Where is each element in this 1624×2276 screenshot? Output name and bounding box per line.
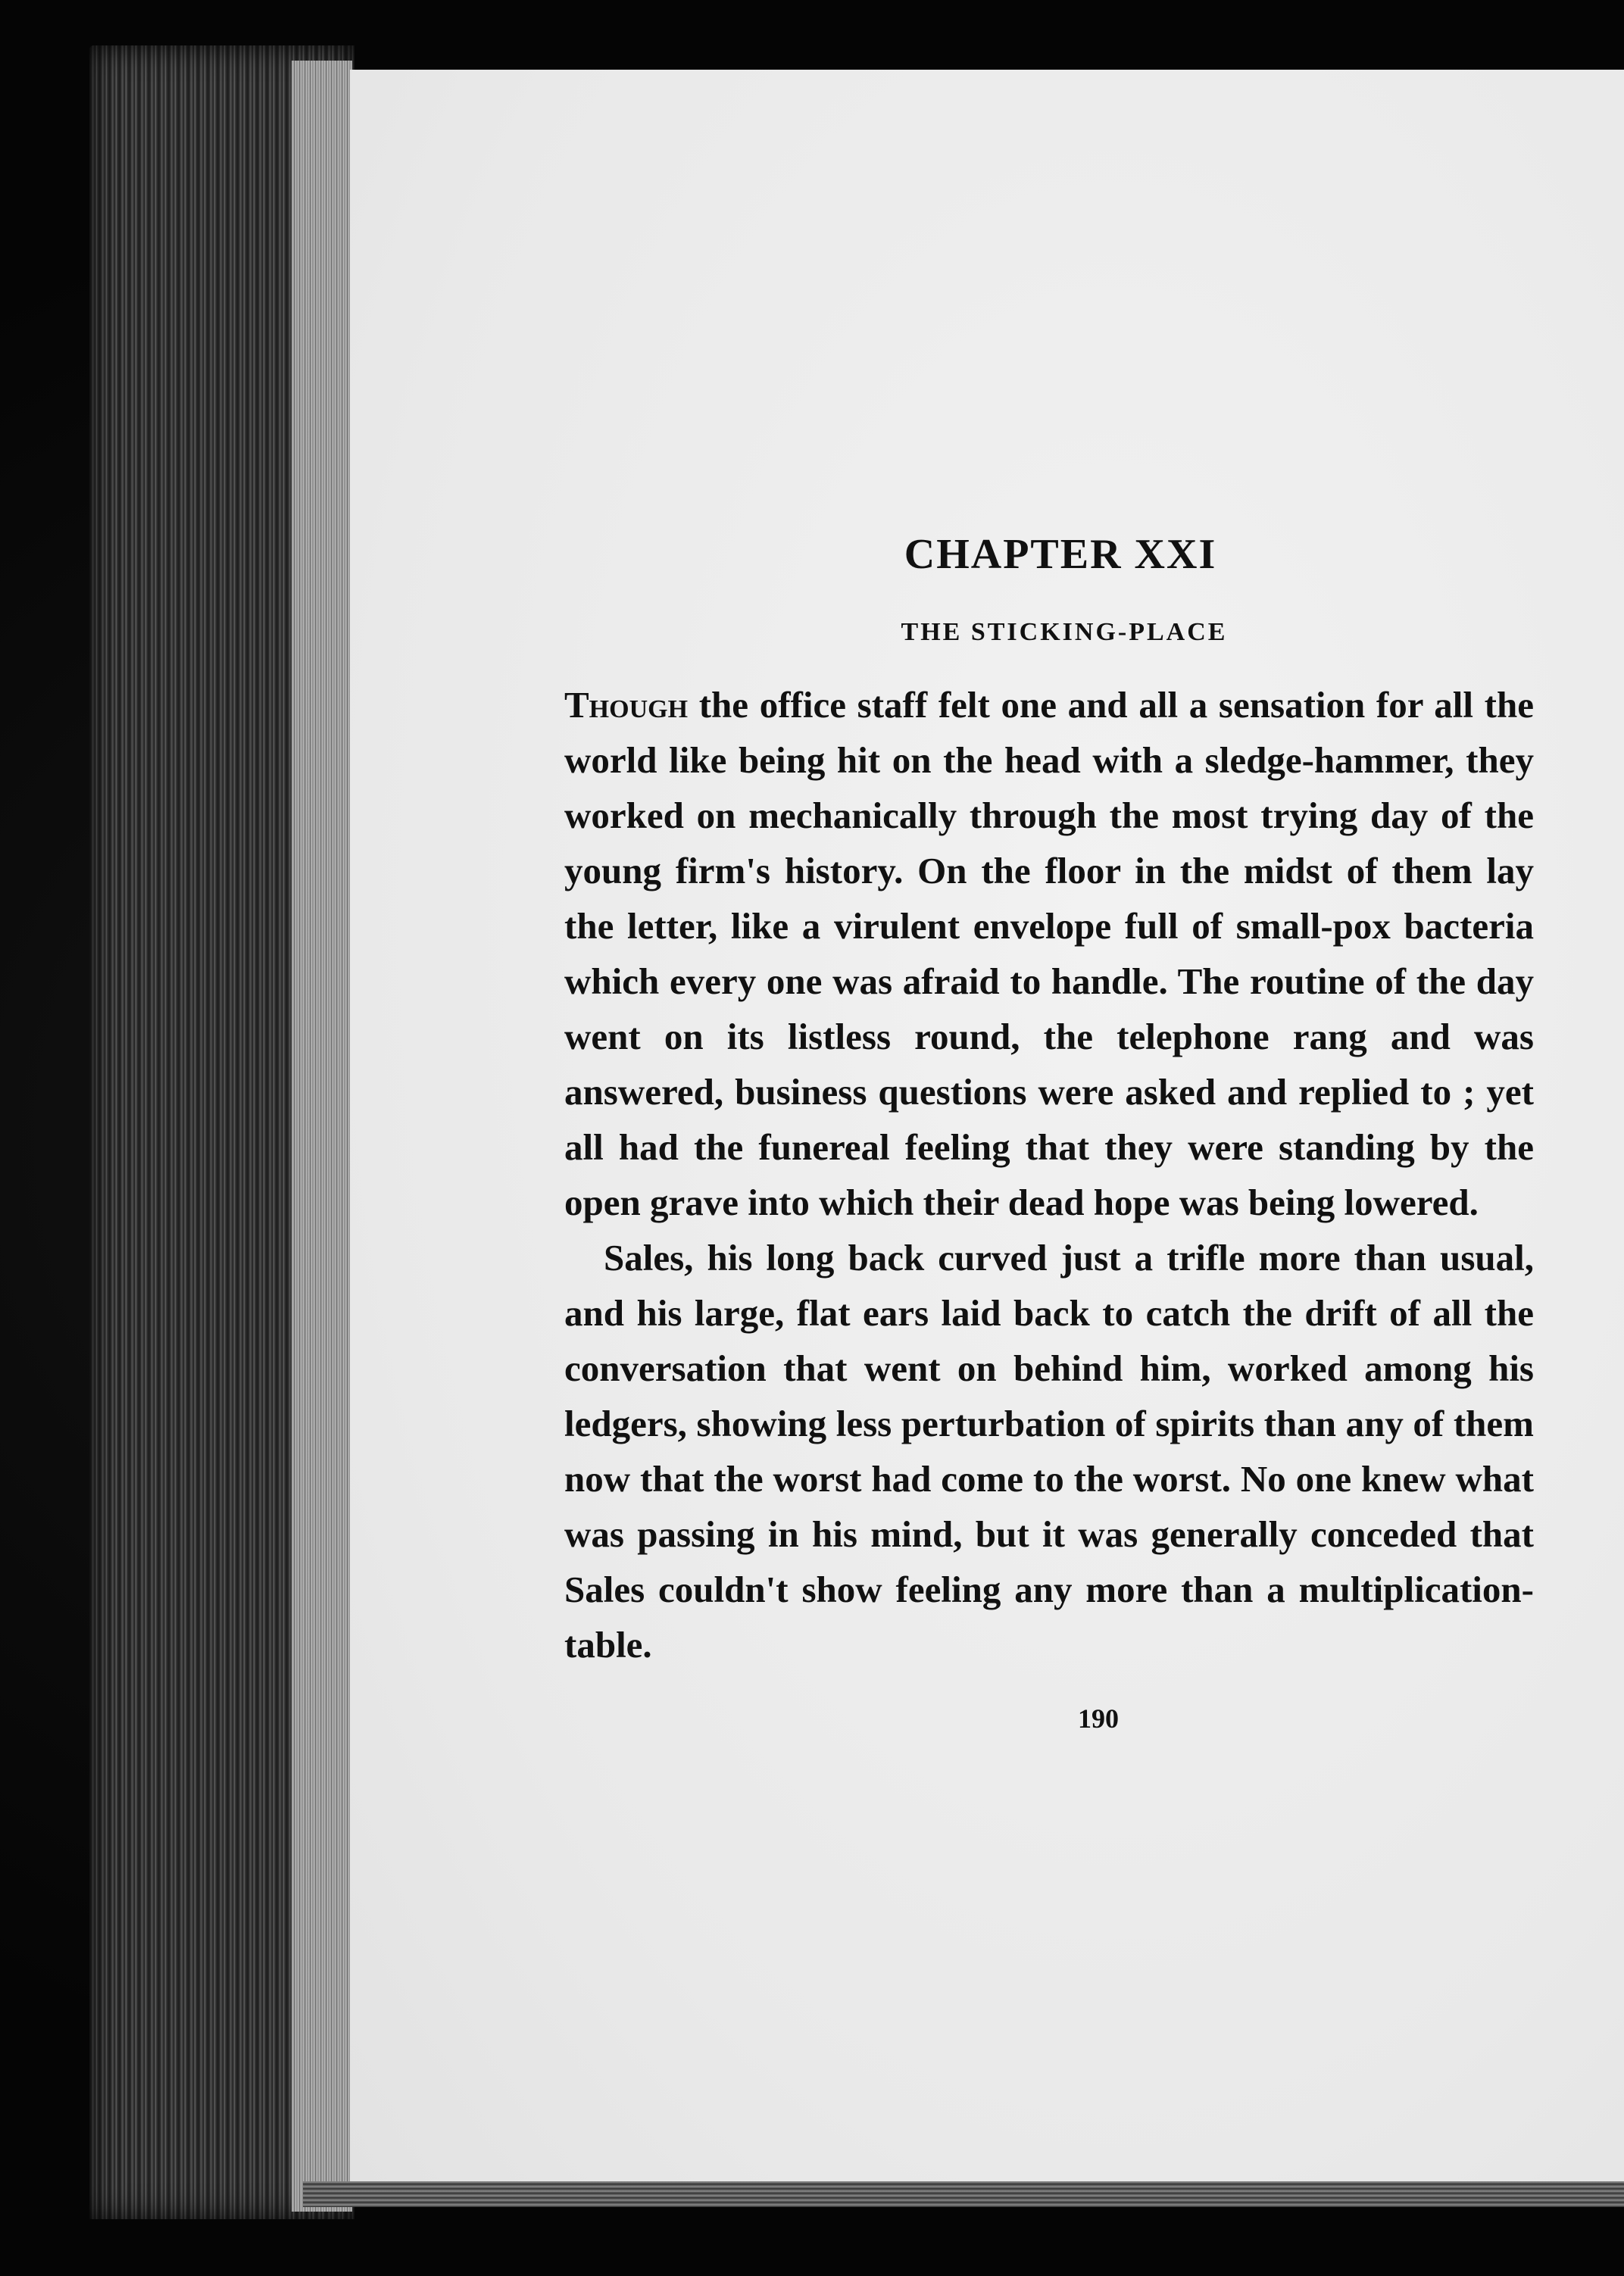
paragraph-1-text: the office staff felt one and all a sensation for all the world like being hit on the head with a sledge-hammer, they worked on mechanically through the most trying day of the young firm's history. On the floor in the midst of them lay the letter, like a virulent envelope full of small-pox bacteria which every one was afraid to handle. The routine of the day went on its listless round, the telephone rang and was answered, business questions were asked and replied to ; yet all had the funereal feeling that they were standing by the open grave into which their dead hope was being lowered. bbox=[564, 684, 1534, 1223]
paragraph-2-text: Sales, his long back curved just a trifle more than usual, and his large, flat ears laid back to catch the drift of all the conversation that went on behind him, worked among his ledgers, showing less perturbation of spirits than any of them now that the worst had come to the worst. No one knew what was passing in his mind, but it was generally conceded that Sales couldn't show feeling any more than a multiplication-table. bbox=[564, 1237, 1534, 1666]
book-bottom-edge bbox=[303, 2181, 1624, 2207]
page-number: 190 bbox=[1078, 1703, 1119, 1734]
paragraph-2 bbox=[564, 1230, 1534, 1672]
page-content bbox=[564, 530, 1534, 1734]
paragraph-1-lead: Though bbox=[564, 684, 689, 726]
chapter-title: CHAPTER XXI bbox=[904, 531, 1217, 578]
chapter-subtitle: THE STICKING-PLACE bbox=[901, 618, 1228, 646]
book-page-edges-inner bbox=[292, 61, 352, 2212]
paragraph-1 bbox=[564, 677, 1534, 1230]
